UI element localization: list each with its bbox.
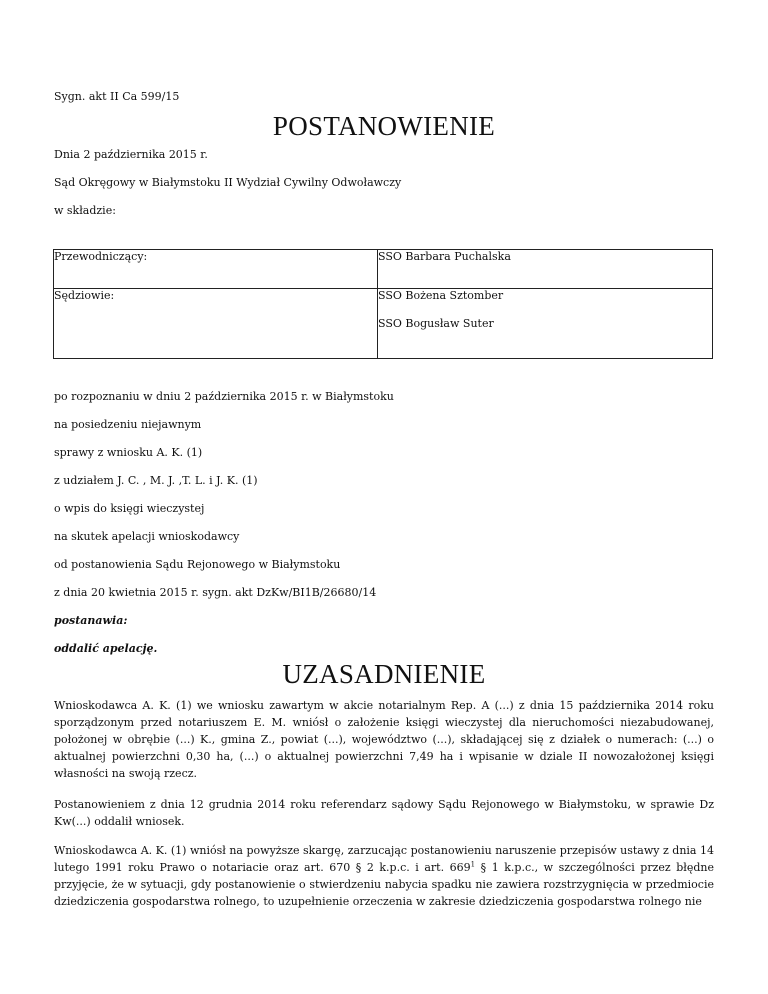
paragraph-text: § 1 k.p.c., w szczególności przez błędne przyjęcie, że w sytuacji, gdy postanowienie o stwierdzeniu nabycia spadku nie zawiera rozstrzygnięcia w przedmiocie dziedziczenia gospodarstwa rolnego, to uzupełnienie orzeczenia w zakresie dziedziczenia gospodarstwa rolnego nie [54, 861, 714, 908]
judges-label: Sędziowie: [54, 289, 115, 302]
judges-cell [378, 289, 713, 359]
judge-name: SSO Bożena Sztomber [378, 289, 504, 302]
judges-label-cell [54, 289, 378, 359]
proceedings-line: na posiedzeniu niejawnym [54, 418, 202, 431]
justification-title: UZASADNIENIE [282, 659, 486, 689]
composition-intro: w składzie: [54, 204, 116, 217]
ruling-label: postanawia: [54, 614, 128, 627]
justification-paragraph: Wnioskodawca A. K. (1) we wniosku zawartym w akcie notarialnym Rep. A (...) z dnia 15 października 2014 roku sporządzonym przed notariuszem E. M. wniósł o założenie księgi wieczystej dla nieruchomości niezabudowanej, położonej w obrębie (...) K., gmina Z., powiat (...), województwo (...), składającej się z działek o numerach: (...) o aktualnej powierzchni 0,30 ha, (...) o aktualnej powierzchni 7,49 ha i wpisanie w dziale II nowozałożonej księgi własności na swoją rzecz. [54, 699, 714, 780]
justification-paragraph [54, 842, 714, 910]
proceedings-line: z dnia 20 kwietnia 2015 r. sygn. akt DzKw/BI1B/26680/14 [54, 586, 377, 599]
justification-paragraph: Postanowieniem z dnia 12 grudnia 2014 roku referendarz sądowy Sądu Rejonowego w Białymstoku, w sprawie Dz Kw(...) oddalił wniosek. [54, 798, 714, 828]
court-line: Sąd Okręgowy w Białymstoku II Wydział Cywilny Odwoławczy [54, 176, 402, 189]
presiding-label: Przewodniczący: [54, 250, 148, 263]
composition-table [53, 249, 713, 359]
case-number: Sygn. akt II Ca 599/15 [54, 90, 180, 103]
proceedings-line: od postanowienia Sądu Rejonowego w Białymstoku [54, 558, 341, 571]
superscript-number: 1 [470, 860, 476, 869]
proceedings-line: po rozpoznaniu w dniu 2 października 2015 r. w Białymstoku [54, 390, 394, 403]
presiding-name: SSO Barbara Puchalska [378, 250, 511, 263]
presiding-label-cell [54, 250, 378, 289]
date-line: Dnia 2 października 2015 r. [54, 148, 208, 161]
ruling-text: oddalić apelację. [54, 642, 158, 655]
proceedings-line: na skutek apelacji wnioskodawcy [54, 530, 240, 543]
proceedings-line: o wpis do księgi wieczystej [54, 502, 205, 515]
proceedings-line: z udziałem J. C. , M. J. ,T. L. i J. K. (1) [54, 474, 258, 487]
judge-name: SSO Bogusław Suter [378, 317, 494, 330]
proceedings-line: sprawy z wniosku A. K. (1) [54, 446, 203, 459]
presiding-name-cell [378, 250, 713, 289]
document-title: POSTANOWIENIE [272, 111, 496, 141]
paragraph-text: Wnioskodawca A. K. (1) wniósł na powyższe skargę, zarzucając postanowieniu naruszenie przepisów ustawy z dnia 14 lutego 1991 roku Prawo o notariacie oraz art. 670 § 2 k.p.c. i art. 669 [54, 844, 714, 874]
